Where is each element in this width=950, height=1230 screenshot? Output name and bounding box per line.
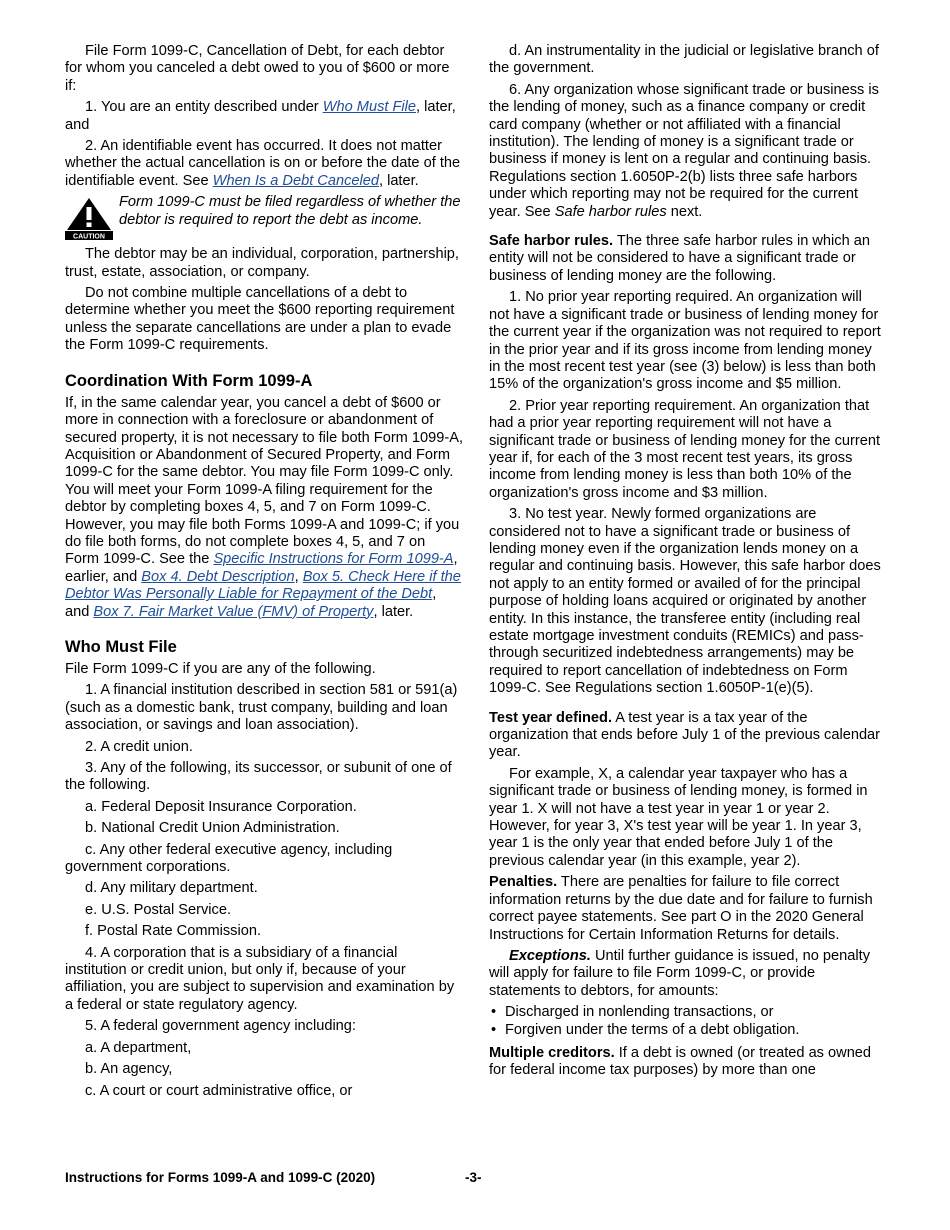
coordination-heading: Coordination With Form 1099-A: [65, 371, 313, 390]
coordination-sep-3: , and: [65, 586, 437, 620]
caution-note: [65, 194, 463, 240]
list-item: • Forgiven under the terms of a debt obligation.: [489, 1022, 885, 1039]
condition-2-text: 2. An identifiable event has occurred. It does not matter whether the actual cancellation is on or before the date of the identifiable event. See: [65, 138, 461, 189]
coordination-tail: , later.: [373, 603, 414, 620]
page-footer: [65, 1169, 885, 1186]
left-column: [65, 43, 463, 1104]
who-must-file-intro: File Form 1099-C if you are any of the following.: [65, 660, 376, 677]
list-item: c. A court or court administrative office, or: [85, 1082, 353, 1099]
list-item: 5. A federal government agency including:: [85, 1018, 356, 1035]
list-item: 2. A credit union.: [85, 738, 193, 755]
list-item: f. Postal Rate Commission.: [85, 923, 261, 940]
list-item: c. Any other federal executive agency, including government corporations.: [65, 841, 393, 876]
exceptions-list: [489, 1004, 885, 1039]
list-item: e. U.S. Postal Service.: [85, 901, 231, 918]
coordination-text: If, in the same calendar year, you cancel a debt of $600 or more in connection with a foreclosure or abandonment of secured property, it is not necessary to file both Form 1099-A, Acquisition or Abandonment of Secured Property, and Form 1099-C for the same debtor. You may file Form 1099-C only. You will meet your Form 1099-A filing requirement for the debtor by completing boxes 4, 5, and 7 on Form 1099-C. However, you may file both Forms 1099-A and 1099-C; if you do file both forms, do not complete boxes 4, 5, and 7 on Form 1099-C. See the: [65, 394, 463, 568]
safe-harbor-rule-2: 2. Prior year reporting requirement. An organization that had a prior year reporting requirement will not have a significant trade or business of lending money for the current year if, for each of the 3 most recent test years, its gross income from lending money is less than both 10% of the organization's gross income and $3 million.: [489, 397, 881, 501]
list-item: a. Federal Deposit Insurance Corporation.: [85, 798, 357, 815]
box5-link[interactable]: Box 5. Check Here if the Debtor Was Personally Liable for Repayment of the Debt: [65, 568, 461, 603]
safe-harbor-paragraph: [489, 233, 885, 285]
item-6-tail: next.: [666, 203, 703, 220]
svg-text:CAUTION: CAUTION: [73, 233, 105, 241]
safe-harbor-rule-3: 3. No test year. Newly formed organizations are considered not to have a significant trade or business of lending money even if the organization lends money on a regular and continuing basis. However, this safe harbor does not apply to an entity formed or availed of for the principal purpose of holding loans acquired or originated by another entity. In this instance, the transferee entity (including real estate mortgage investment conduits (REMICs) and pass-through securitized indebtedness arrangements) may be required to report cancellation of indebtedness on Form 1099-C. See Regulations section 1.6050P-1(e)(5).: [489, 506, 881, 697]
coordination-paragraph: [65, 395, 463, 621]
list-item: d. Any military department.: [85, 880, 258, 897]
footer-title: Instructions for Forms 1099-A and 1099-C (2020): [65, 1170, 376, 1185]
list-item: a. A department,: [85, 1039, 192, 1056]
box4-link[interactable]: Box 4. Debt Description: [141, 568, 295, 585]
list-item: 3. Any of the following, its successor, or subunit of one of the following.: [65, 760, 452, 794]
safe-harbor-text: The three safe harbor rules in which an entity will not be considered to have a significant trade or business of lending money are the following.: [489, 233, 870, 284]
test-year-example: For example, X, a calendar year taxpayer who has a significant trade or business of lending money, is formed in year 1. X will not have a test year in year 1 or year 2. However, for year 3, X's test year will be year 1. In year 3, year 1 is the only year that ended before July 1 of the previous calendar year (in this example, year 2).: [489, 765, 868, 869]
page-number: -3-: [465, 1170, 482, 1185]
no-combine-paragraph: Do not combine multiple cancellations of a debt to determine whether you meet the $600 reporting requirement unless the separate cancellations are under a plan to evade the Form 1099-C requirements.: [65, 285, 455, 354]
caution-text: Form 1099-C must be filed regardless of whether the debtor is required to report the debt as income.: [119, 194, 461, 228]
list-item: 1. A financial institution described in section 581 or 591(a) (such as a domestic bank, trust company, building and loan association, or savings and loan association).: [65, 682, 458, 734]
condition-2-tail: , later.: [378, 172, 419, 189]
coordination-sep-1: , earlier, and: [65, 551, 458, 585]
condition-2: [65, 138, 463, 190]
list-item: • Discharged in nonlending transactions, or: [489, 1004, 885, 1021]
safe-harbor-reference: Safe harbor rules: [554, 203, 667, 220]
test-year-lead: Test year defined.: [489, 709, 613, 726]
safe-harbor-lead: Safe harbor rules.: [489, 233, 614, 250]
condition-1-text: 1. You are an entity described under: [85, 99, 323, 116]
specific-instructions-1099a-link[interactable]: Specific Instructions for Form 1099-A: [213, 551, 454, 568]
exceptions-text: Until further guidance is issued, no penalty will apply for failure to file Form 1099-C, or provide statements to debtors, for amounts:: [489, 947, 870, 999]
list-item: 4. A corporation that is a subsidiary of a financial institution or credit union, but only if, because of your affiliation, you are subject to supervision and examination by a federal or state regulatory agency.: [65, 944, 455, 1013]
list-item-6: [489, 82, 885, 221]
penalties-text: There are penalties for failure to file correct information returns by the due date and for failure to furnish correct payee statements. See part O in the 2020 General Instructions for Certain Information Returns for details.: [489, 874, 873, 943]
exceptions-paragraph: [489, 948, 885, 1000]
caution-icon: [65, 196, 113, 240]
coordination-sep-2: ,: [294, 568, 303, 585]
box7-link[interactable]: Box 7. Fair Market Value (FMV) of Property: [93, 603, 374, 620]
intro-paragraph: File Form 1099-C, Cancellation of Debt, for each debtor for whom you canceled a debt owed to you of $600 or more if:: [65, 43, 450, 94]
who-must-file-link[interactable]: Who Must File: [322, 99, 416, 116]
condition-1-tail: , later, and: [65, 99, 456, 133]
list-item: b. National Credit Union Administration.: [85, 820, 340, 837]
penalties-lead: Penalties.: [489, 874, 558, 891]
condition-1: [65, 99, 463, 134]
test-year-text: A test year is a tax year of the organization that ends before July 1 of the previous calendar year.: [489, 709, 881, 761]
item-6-text: 6. Any organization whose significant trade or business is the lending of money, such as a finance company or credit card company (whether or not affiliated with a financial institution). The lending of money is a significant trade or business if money is lent on a regular and continuing basis. Regulations section 1.6050P-2(b) lists three safe harbors under which reporting may not be required for the current year. See: [489, 81, 879, 220]
multiple-creditors-lead: Multiple creditors.: [489, 1044, 615, 1061]
when-debt-canceled-link[interactable]: When Is a Debt Canceled: [212, 172, 379, 189]
exceptions-lead: Exceptions.: [509, 947, 591, 964]
who-must-file-heading: Who Must File: [65, 637, 177, 656]
safe-harbor-rule-1: 1. No prior year reporting required. An organization will not have a significant trade or business of lending money for the current year if the organization was not required to report in the prior year and if its gross income from lending money in the most recent test year (see (3) below) is less than both 15% of the organization's gross income and $5 million.: [489, 289, 881, 393]
penalties-paragraph: [489, 874, 885, 944]
multiple-creditors-text: If a debt is owned (or treated as owned for federal income tax purposes) by more than one: [489, 1044, 872, 1079]
debtor-types-paragraph: The debtor may be an individual, corporation, partnership, trust, estate, association, or company.: [65, 246, 459, 280]
multiple-creditors-paragraph: [489, 1045, 885, 1080]
test-year-paragraph: [489, 710, 885, 762]
right-column: [489, 43, 885, 1084]
list-item: b. An agency,: [85, 1061, 173, 1078]
list-item: d. An instrumentality in the judicial or legislative branch of the government.: [489, 43, 879, 77]
